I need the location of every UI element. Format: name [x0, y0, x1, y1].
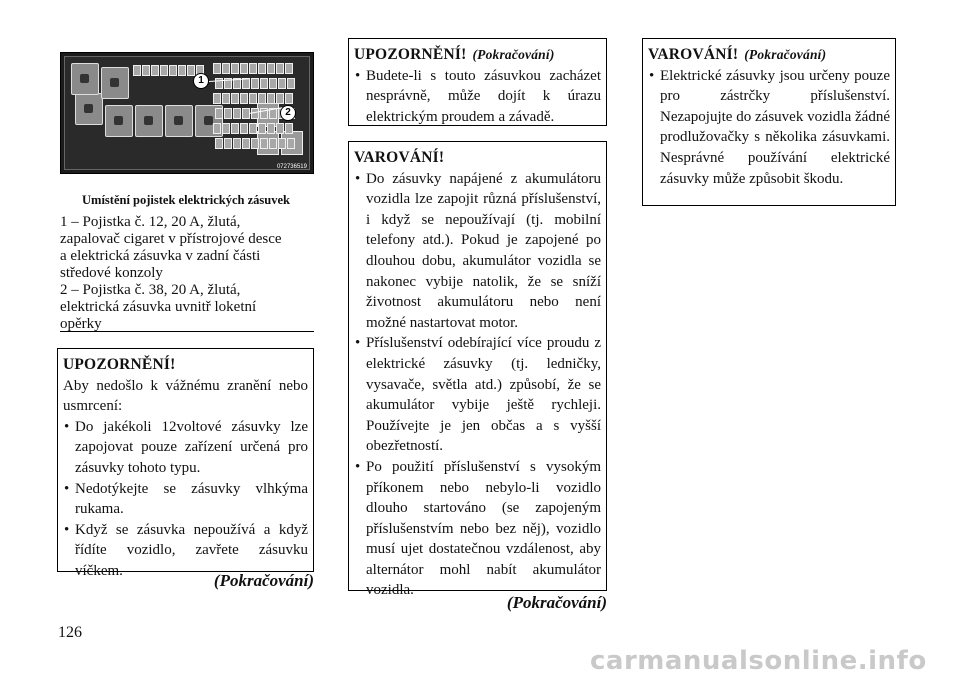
blade-fuse: [242, 78, 250, 89]
blade-fuse: [258, 93, 266, 104]
blade-fuse: [233, 108, 241, 119]
blade-fuse: [215, 138, 223, 149]
blade-fuse: [287, 138, 295, 149]
watermark-text: carmanualsonline.info: [590, 646, 927, 676]
blade-fuse: [224, 108, 232, 119]
figure-caption: Umístění pojistek elektrických zásuvek: [82, 193, 290, 207]
blade-fuse: [276, 63, 284, 74]
list-item: • Elektrické zásuvky jsou určeny pouze pro zástrčky příslušenství. Nezapojujte do zásuvek vozidla žádné prodlužovačky s několika zásuvkami. Nesprávné používání elektrické zásuvky může způsobit škodu.: [649, 67, 890, 187]
blade-fuse: [233, 138, 241, 149]
blade-fuse: [240, 123, 248, 134]
blade-fuse: [267, 123, 275, 134]
list-item: • Po použití příslušenství s vysokým příkonem nebo nebylo-li vozidlo dlouho startováno (se zapojeným příslušenstvím nebo bez něj), vozidlo musí ujet dostatečnou vzdálenost, aby alternátor mohl nabít akumulátor vozidla.: [355, 458, 601, 599]
blade-fuse: [249, 93, 257, 104]
list-item: • Příslušenství odebírající více proudu z elektrické zásuvky (tj. ledničky, vysavače, světla atd.) způsobí, že se akumulátor vybije ještě rychleji. Používejte je jen občas a s vyšší obezřetností.: [355, 335, 601, 455]
list-item: • Když se zásuvka nepoužívá a když řídíte vozidlo, zavřete zásuvku víčkem.: [64, 521, 308, 579]
relay-contact: [204, 116, 213, 125]
title-continued: (Pokračování): [472, 47, 555, 62]
blade-fuse: [276, 93, 284, 104]
legend-line: 2 – Pojistka č. 38, 20 A, žlutá,: [60, 282, 241, 298]
relay-block: [105, 105, 133, 137]
warning-title: UPOZORNĚNÍ! (Pokračování): [354, 46, 555, 63]
blade-fuse: [267, 63, 275, 74]
blade-fuse: [269, 78, 277, 89]
blade-fuse: [231, 123, 239, 134]
blade-fuse: [278, 138, 286, 149]
blade-fuse: [213, 63, 221, 74]
blade-fuse: [222, 93, 230, 104]
blade-fuse: [240, 63, 248, 74]
title-continued: (Pokračování): [744, 47, 827, 62]
legend-divider: [60, 331, 314, 332]
relay-contact: [110, 78, 119, 87]
legend-line: zapalovač cigaret v přístrojové desce: [60, 231, 282, 247]
relay-contact: [84, 104, 93, 113]
blade-fuse: [224, 138, 232, 149]
relay-contact: [144, 116, 153, 125]
relay-block: [101, 67, 129, 99]
blade-fuse: [278, 78, 286, 89]
blade-fuse: [251, 108, 259, 119]
relay-contact: [114, 116, 123, 125]
blade-fuse: [260, 78, 268, 89]
fuse-legend: [60, 214, 314, 333]
blade-fuse: [249, 63, 257, 74]
blade-fuse: [287, 78, 295, 89]
blade-fuse: [231, 93, 239, 104]
blade-fuse: [240, 93, 248, 104]
blade-fuse: [213, 123, 221, 134]
blade-fuse: [258, 63, 266, 74]
blade-fuse: [169, 65, 177, 76]
legend-line: 1 – Pojistka č. 12, 20 A, žlutá,: [60, 214, 241, 230]
list-item: • Budete-li s touto zásuvkou zacházet nesprávně, může dojít k úrazu elektrickým proudem a závadě.: [355, 67, 601, 125]
list-item: • Do jakékoli 12voltové zásuvky lze zapojovat pouze zařízení určená pro zásuvky tohoto typu.: [64, 418, 308, 476]
blade-fuse: [285, 93, 293, 104]
caution-box-continued: [642, 38, 896, 206]
warning-intro: Aby nedošlo k vážnému zranění nebo usmrcení:: [63, 377, 308, 415]
blade-fuse: [269, 138, 277, 149]
blade-fuse: [187, 65, 195, 76]
blade-fuse: [249, 123, 257, 134]
photo-code: 072736519: [276, 164, 307, 170]
blade-fuse: [133, 65, 141, 76]
callout-1: 1: [193, 73, 209, 89]
relay-block: [135, 105, 163, 137]
blade-fuse: [258, 123, 266, 134]
relay-block: [71, 63, 99, 95]
page-number: 126: [58, 624, 82, 641]
list-item: • Do zásuvky napájené z akumulátoru vozidla lze zapojit různá příslušenství, i když se nepoužívají (tj. mobilní telefony atd.). Pokud je zapojené po dlouhou dobu, akumulátor vozidla se nakonec vybije natolik, že se sníží životnost akumulátoru nebo není možné nastartovat motor.: [355, 170, 601, 331]
blade-fuse: [285, 123, 293, 134]
caution-title: VAROVÁNÍ! (Pokračování): [648, 46, 827, 63]
blade-fuse: [260, 138, 268, 149]
blade-fuse: [178, 65, 186, 76]
fuse-panel-image: [60, 52, 314, 174]
list-item: • Nedotýkejte se zásuvky vlhkýma rukama.: [64, 480, 308, 518]
blade-fuse: [222, 123, 230, 134]
blade-fuse: [160, 65, 168, 76]
caution-title: VAROVÁNÍ!: [354, 149, 445, 166]
warning-box-left: [57, 348, 314, 579]
legend-line: opěrky: [60, 316, 102, 332]
continued-label-middle: (Pokračování): [506, 593, 607, 612]
blade-fuse: [213, 93, 221, 104]
blade-fuse: [276, 123, 284, 134]
warning-title: UPOZORNĚNÍ!: [63, 356, 176, 373]
callout-2: 2: [280, 105, 296, 121]
blade-fuse: [215, 108, 223, 119]
relay-contact: [174, 116, 183, 125]
blade-fuse: [231, 63, 239, 74]
legend-line: středové konzoly: [60, 265, 163, 281]
relay-contact: [80, 74, 89, 83]
blade-fuse: [222, 63, 230, 74]
blade-fuse: [151, 65, 159, 76]
legend-line: a elektrická zásuvka v zadní části: [60, 248, 261, 264]
relay-block: [165, 105, 193, 137]
relay-block: [75, 93, 103, 125]
blade-fuse: [285, 63, 293, 74]
blade-fuse: [142, 65, 150, 76]
blade-fuse: [251, 78, 259, 89]
blade-fuse: [267, 93, 275, 104]
blade-fuse: [242, 138, 250, 149]
blade-fuse: [251, 138, 259, 149]
warning-box-continued: [348, 38, 607, 126]
legend-line: elektrická zásuvka uvnitř loketní: [60, 299, 257, 315]
caution-box-middle: [348, 141, 607, 599]
continued-label-left: (Pokračování): [213, 571, 314, 590]
